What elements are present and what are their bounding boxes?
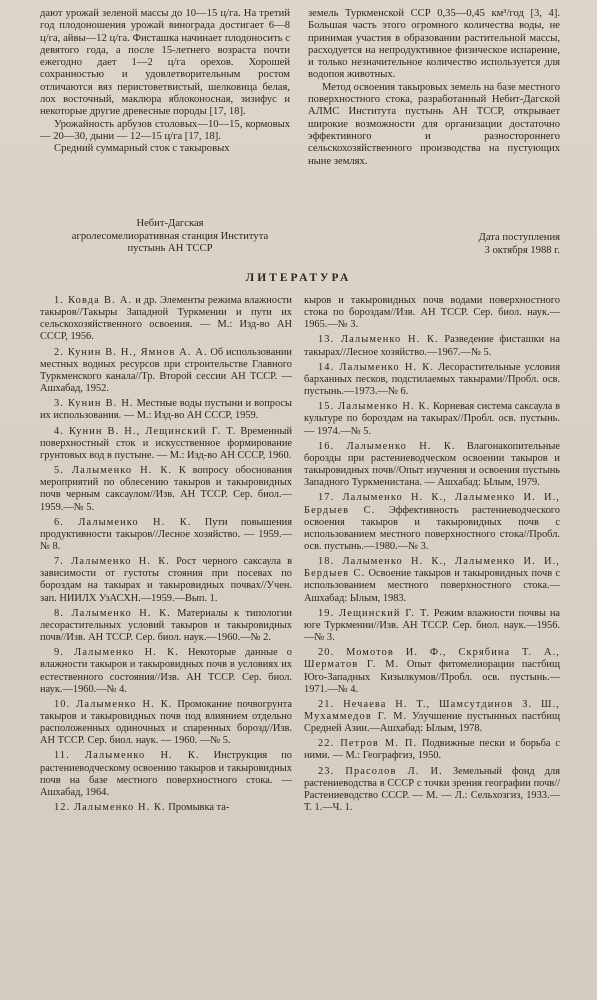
reference-text: К вопросу обоснования мероприятий по облесению такыров и такыровидных почв черным саксаулом//Изв. АН ТССР. Сер. биол.—1959.—№ 5. [40, 465, 292, 513]
reference-item [304, 401, 560, 437]
reference-item [304, 738, 560, 762]
reference-author: 9. Лалыменко Н. К. [54, 647, 179, 659]
reference-author: 18. Лалыменко Н. К., Лалыменко И. И., Бердыев С. [304, 556, 560, 580]
reference-author: 17. Лалыменко Н. К., Лалыменко И. И., Бердыев С. [304, 492, 560, 516]
reference-item [40, 647, 292, 696]
reference-text: Корневая система саксаула в культуре по бороздам на такырах//Пробл. осв. пустынь. — 1974.—№ 5. [304, 401, 560, 437]
reference-text: Временный поверхностный сток и искусственное формирование грунтовых вод в пустыне. — М.: Изд-во АН СССР, 1960. [40, 425, 293, 461]
date-received [400, 232, 560, 257]
reference-item [40, 802, 292, 814]
reference-author: 8. Лалыменко Н. К. [54, 607, 171, 619]
date-value: 3 октября 1988 г. [484, 244, 560, 256]
reference-item [40, 750, 292, 799]
reference-item [40, 347, 292, 396]
reference-item [304, 699, 560, 735]
reference-text: Эффективность растениеводческого освоения такыров и такыровидных почв с использованием местного поверхностного стока//Пробл. осв. пустынь.—1980.—№ 3. [304, 504, 560, 552]
reference-item [40, 295, 292, 344]
reference-author: 11. Лалыменко Н. К. [54, 750, 200, 762]
paragraph: Метод освоения такыровых земель на базе местного поверхностного стока, разработанный Небит-Дагской АЛМС Института пустынь АН ТССР, открывает широкие возможности для организации достаточно эффективного и разностороннего сельскохозяйственного производства на пустующих ныне землях. [308, 81, 560, 167]
reference-item [40, 608, 292, 644]
paragraph: земель Туркменской ССР 0,35—0,45 км³/год [3, 4]. Большая часть этого огромного количества воды, не принимая участия в образовании растительной массы, расходуется на непродуктивное физическое испарение, и только незначительное количество используется для водопоя животных. [308, 8, 560, 81]
reference-author: 6. Лалыменко Н. К. [54, 516, 192, 528]
reference-item [40, 699, 292, 748]
paragraph: Урожайность арбузов столовых—10—15, кормовых — 20—30, дыни — 12—15 ц/га [17, 18]. [40, 118, 290, 142]
reference-text: кыров и такыровидных почв водами поверхностного стока по бороздам//Изв. АН ТССР. Сер. биол. наук.—1965.—№ 3. [304, 295, 560, 331]
reference-item [40, 465, 292, 514]
reference-text: Освоение такыров и такыровидных почв с использованием местного поверхностного стока.—Ашхабад: Ылым, 1983. [304, 568, 560, 604]
reference-author: 7. Лалыменко Н. К. [54, 556, 170, 568]
reference-item [40, 398, 292, 422]
reference-author: 23. Прасолов Л. И. [318, 765, 443, 777]
date-label: Дата поступления [478, 232, 560, 243]
reference-text: Влагонакопительные борозды при растениеводческом освоении такыров и такыровидных почв//Опыт изучения и освоения пустынь Западного Туркменистана. — Ашхабад: Ылым, 1979. [304, 440, 560, 489]
reference-text: Об использовании местных водных ресурсов при строительстве Главного Туркменского канала//Тр. Второй сессии АН ТССР. — Ашхабад, 1952. [40, 346, 292, 395]
references-column-left [40, 295, 292, 817]
reference-author: 2. Кунин В. Н., Ямнов А. А. [54, 346, 208, 358]
reference-text: Местные воды пустыни и вопросы их использования. — М.: Изд-во АН СССР, 1959. [40, 398, 292, 422]
reference-author: 19. Лещинский Г. Т. [318, 607, 431, 619]
references-column-right [304, 295, 560, 817]
reference-text: Разведение фисташки на такырах//Лесное хозяйство.—1967.—№ 5. [304, 334, 560, 358]
reference-author: 3. Кунин В. Н. [54, 398, 134, 410]
institution-line: Небит-Дагская [136, 218, 204, 229]
reference-author: 21. Нечаева Н. Т., Шамсутдинов З. Ш., Мухаммедов Г. М. [304, 698, 560, 722]
reference-text: Лесорастительные условия барханных песков, подстилаемых такырами//Пробл. осв. пустынь.—1973.—№ 6. [304, 361, 560, 398]
paragraph: Средний суммарный сток с такыровых [54, 143, 230, 155]
reference-text: Промывка та- [165, 802, 230, 814]
reference-item [304, 608, 560, 644]
reference-text: Земельный фонд для растениеводства в СССР с точки зрения географии почв//Растениеводство СССР. — М. — Л.: Сельхозгиз, 1933.—Т. 1.—Ч. 1. [304, 765, 560, 814]
reference-author: 20. Момотов И. Ф., Скрябина Т. А., Шерматов Г. М. [304, 647, 560, 671]
reference-item [40, 517, 292, 553]
reference-text: Материалы к типологии лесорастительных условий такыров и такыровидных почв//Изв. АН ТССР. Сер. биол. наук.—1960.—№ 2. [40, 607, 292, 644]
reference-author: 4. Кунин В. Н., Лещинский Г. Т. [54, 425, 237, 437]
reference-item [304, 492, 560, 553]
reference-text: Рост черного саксаула в зависимости от густоты стояния при посевах по бороздам на такырах и такыровидных почвах//Учен. зап. НИИЛХ УзАСХН.—1959.—Вып. 1. [40, 556, 292, 604]
reference-item [304, 295, 560, 331]
reference-author: 22. Петров М. П. [318, 738, 418, 750]
reference-text: Улучшение пустынных пастбищ Средней Азии.—Ашхабад: Ылым, 1978. [304, 711, 560, 735]
reference-item [304, 647, 560, 696]
institution-line: пустынь АН ТССР [127, 243, 213, 254]
reference-author: 15. Лалыменко Н. К. [318, 401, 431, 413]
reference-item [40, 426, 292, 462]
reference-author: 12. Лалыменко Н. К. [54, 802, 166, 814]
reference-item [304, 766, 560, 815]
reference-text: Подвижные пески и борьба с ними. — М.: Географгиз, 1950. [304, 738, 560, 762]
body-text-right [308, 8, 560, 168]
institution-line: агролесомелиоративная станция Института [71, 230, 269, 242]
reference-item [40, 556, 292, 605]
reference-author: 14. Лалыменко Н. К. [318, 361, 435, 373]
reference-item [304, 556, 560, 605]
reference-text: Опыт фитомелиорации пастбищ Юго-Западных Кизылкумов//Пробл. осв. пустынь.—1971.—№ 4. [304, 659, 560, 695]
reference-text: Пути повышения продуктивности такыров//Лесное хозяйство. — 1959.—№ 8. [40, 516, 292, 552]
reference-text: Режим влажности почвы на юге Туркмении//Изв. АН ТССР. Сер. биол. наук.—1956.—№ 3. [304, 607, 560, 644]
reference-item [304, 362, 560, 398]
reference-item [304, 441, 560, 490]
institution-affiliation [40, 218, 300, 256]
reference-author: 13. Лалыменко Н. К. [318, 334, 439, 346]
reference-text: Некоторые данные о влажности такыров и такыровидных почв в условиях их естественного состояния//Изв. АН ТССР. Сер. биол. наук.—1960.—№ 4. [40, 647, 292, 695]
body-text-left [40, 8, 290, 156]
reference-text: Инструкция по растениеводческому освоению такыров и такыровидных почв на базе местного поверхностного стока. — Ашхабад, 1964. [40, 750, 292, 798]
reference-text: Промокание почвогрунта такыров и такыровидных почв под влиянием отдельно расположенных одиночных и спаренных борозд//Изв. АН ТССР. Сер. биол. наук. — 1960. —№ 5. [40, 698, 292, 747]
reference-author: 16. Лалыменко Н. К. [318, 440, 456, 452]
reference-item [304, 334, 560, 358]
paragraph: дают урожай зеленой массы до 10—15 ц/га. На третий год плодоношения урожай винограда достигает 6—8 ц/га, айвы—12 ц/га. Фисташка начинает плодоносить с девятого года, а после 15-летнего возраста почти ежегодно дает 1—2 ц/га орехов. Хорошей сохранностью и удовлетворительным ростом отличаются вяз перистоветвистый, шелковица белая, лох восточный, маклюра яблоконосная, зизифус и некоторые другие древесные породы [17, 18]. [40, 8, 290, 118]
reference-text: и др. Элементы режима влажности такыров//Такыры Западной Туркмении и пути их сельскохозяйственного освоения. — М.: Изд-во АН СССР, 1956. [40, 295, 292, 343]
reference-author: 10. Лалыменко Н. К. [54, 698, 173, 710]
reference-author: 1. Ковда В. А. [54, 295, 133, 306]
reference-author: 5. Лалыменко Н. К. [54, 465, 173, 477]
references-heading: ЛИТЕРАТУРА [245, 272, 352, 284]
